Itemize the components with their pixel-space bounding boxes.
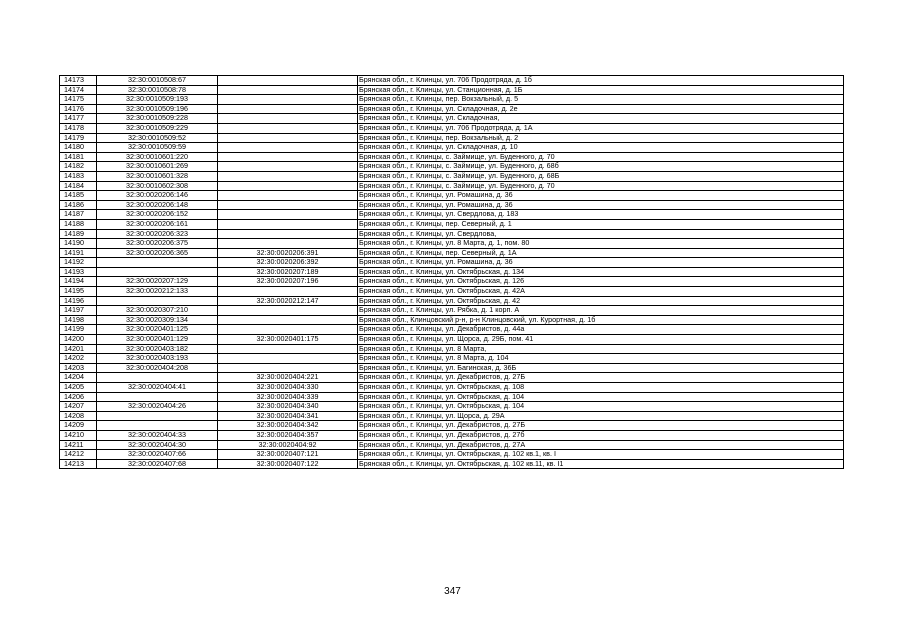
row-number-cell: 14208 — [60, 411, 97, 421]
address-cell: Брянская обл., г. Клинцы, пер. Северный, д. 1А — [358, 248, 844, 258]
related-cadastral-number-cell: 32:30:0020407:122 — [218, 459, 358, 469]
row-number-cell: 14204 — [60, 373, 97, 383]
address-cell: Брянская обл., г. Клинцы, с. Займище, ул. Буденного, д. 68Б — [358, 171, 844, 181]
row-number-cell: 14177 — [60, 114, 97, 124]
cadastral-number-cell: 32:30:0020206:365 — [97, 248, 218, 258]
row-number-cell: 14211 — [60, 440, 97, 450]
table-row — [60, 373, 844, 383]
table-row — [60, 402, 844, 412]
address-cell: Брянская обл., г. Клинцы, с. Займище, ул. Буденного, д. 70 — [358, 181, 844, 191]
cadastral-number-cell: 32:30:0010509:52 — [97, 133, 218, 143]
related-cadastral-number-cell: 32:30:0020206:392 — [218, 258, 358, 268]
cadastral-number-cell: 32:30:0020206:152 — [97, 210, 218, 220]
records-table-body — [60, 76, 844, 469]
row-number-cell: 14186 — [60, 200, 97, 210]
table-row — [60, 229, 844, 239]
row-number-cell: 14212 — [60, 450, 97, 460]
row-number-cell: 14190 — [60, 239, 97, 249]
cadastral-number-cell: 32:30:0020309:134 — [97, 315, 218, 325]
related-cadastral-number-cell: 32:30:0020404:221 — [218, 373, 358, 383]
related-cadastral-number-cell — [218, 363, 358, 373]
cadastral-number-cell — [97, 411, 218, 421]
table-row — [60, 76, 844, 86]
row-number-cell: 14180 — [60, 143, 97, 153]
table-row — [60, 354, 844, 364]
cadastral-number-cell: 32:30:0020404:41 — [97, 383, 218, 393]
row-number-cell: 14210 — [60, 430, 97, 440]
address-cell: Брянская обл., г. Клинцы, ул. Ромашина, д. 36 — [358, 258, 844, 268]
cadastral-number-cell: 32:30:0020206:323 — [97, 229, 218, 239]
address-cell: Брянская обл., г. Клинцы, ул. Декабристов, д. 27Б — [358, 421, 844, 431]
related-cadastral-number-cell: 32:30:0020404:330 — [218, 383, 358, 393]
table-row — [60, 171, 844, 181]
related-cadastral-number-cell: 32:30:0020207:196 — [218, 277, 358, 287]
address-cell: Брянская обл., г. Клинцы, ул. Октябрьская, д. 126 — [358, 277, 844, 287]
related-cadastral-number-cell: 32:30:0020404:340 — [218, 402, 358, 412]
table-row — [60, 440, 844, 450]
cadastral-number-cell: 32:30:0010601:220 — [97, 152, 218, 162]
row-number-cell: 14178 — [60, 123, 97, 133]
table-row — [60, 287, 844, 297]
cadastral-number-cell: 32:30:0020212:133 — [97, 287, 218, 297]
table-row — [60, 335, 844, 345]
page-number: 347 — [444, 586, 461, 597]
related-cadastral-number-cell — [218, 325, 358, 335]
address-cell: Брянская обл., г. Клинцы, ул. Октябрьская, д. 108 — [358, 383, 844, 393]
related-cadastral-number-cell: 32:30:0020404:342 — [218, 421, 358, 431]
row-number-cell: 14192 — [60, 258, 97, 268]
row-number-cell: 14188 — [60, 219, 97, 229]
address-cell: Брянская обл., г. Клинцы, ул. 8 Марта, — [358, 344, 844, 354]
address-cell: Брянская обл., г. Клинцы, пер. Вокзальный, д. 2 — [358, 133, 844, 143]
row-number-cell: 14201 — [60, 344, 97, 354]
table-row — [60, 239, 844, 249]
table-row — [60, 267, 844, 277]
cadastral-number-cell: 32:30:0020407:68 — [97, 459, 218, 469]
related-cadastral-number-cell — [218, 315, 358, 325]
row-number-cell: 14213 — [60, 459, 97, 469]
row-number-cell: 14197 — [60, 306, 97, 316]
row-number-cell: 14181 — [60, 152, 97, 162]
table-row — [60, 210, 844, 220]
related-cadastral-number-cell — [218, 181, 358, 191]
table-row — [60, 411, 844, 421]
row-number-cell: 14195 — [60, 287, 97, 297]
row-number-cell: 14202 — [60, 354, 97, 364]
table-row — [60, 200, 844, 210]
related-cadastral-number-cell: 32:30:0020212:147 — [218, 296, 358, 306]
row-number-cell: 14203 — [60, 363, 97, 373]
address-cell: Брянская обл., г. Клинцы, ул. Октябрьская, д. 104 — [358, 402, 844, 412]
address-cell: Брянская обл., г. Клинцы, ул. 8 Марта, д. 1, пом. 80 — [358, 239, 844, 249]
cadastral-number-cell: 32:30:0020206:161 — [97, 219, 218, 229]
address-cell: Брянская обл., Клинцовский р-н, р-н Клинцовский, ул. Курортная, д. 1б — [358, 315, 844, 325]
related-cadastral-number-cell — [218, 200, 358, 210]
related-cadastral-number-cell — [218, 123, 358, 133]
table-row — [60, 392, 844, 402]
row-number-cell: 14182 — [60, 162, 97, 172]
table-row — [60, 181, 844, 191]
row-number-cell: 14184 — [60, 181, 97, 191]
address-cell: Брянская обл., г. Клинцы, ул. Декабристов, д. 27Б — [358, 373, 844, 383]
address-cell: Брянская обл., г. Клинцы, ул. Щорса, д. 29Б, пом. 41 — [358, 335, 844, 345]
related-cadastral-number-cell — [218, 191, 358, 201]
cadastral-number-cell: 32:30:0010509:59 — [97, 143, 218, 153]
related-cadastral-number-cell — [218, 287, 358, 297]
address-cell: Брянская обл., г. Клинцы, ул. Октябрьская, д. 102 кв.1, кв. I — [358, 450, 844, 460]
table-row — [60, 325, 844, 335]
cadastral-number-cell: 32:30:0020404:26 — [97, 402, 218, 412]
cadastral-number-cell: 32:30:0010601:269 — [97, 162, 218, 172]
table-row — [60, 363, 844, 373]
address-cell: Брянская обл., г. Клинцы, ул. 8 Марта, д. 104 — [358, 354, 844, 364]
row-number-cell: 14207 — [60, 402, 97, 412]
table-row — [60, 85, 844, 95]
table-row — [60, 95, 844, 105]
related-cadastral-number-cell — [218, 133, 358, 143]
table-row — [60, 383, 844, 393]
table-row — [60, 104, 844, 114]
table-row — [60, 143, 844, 153]
row-number-cell: 14174 — [60, 85, 97, 95]
address-cell: Брянская обл., г. Клинцы, ул. Октябрьская, д. 42 — [358, 296, 844, 306]
related-cadastral-number-cell: 32:30:0020404:341 — [218, 411, 358, 421]
cadastral-number-cell: 32:30:0020407:66 — [97, 450, 218, 460]
cadastral-number-cell: 32:30:0010508:78 — [97, 85, 218, 95]
address-cell: Брянская обл., г. Клинцы, с. Займище, ул. Буденного, д. 68б — [358, 162, 844, 172]
cadastral-number-cell: 32:30:0020307:210 — [97, 306, 218, 316]
row-number-cell: 14191 — [60, 248, 97, 258]
address-cell: Брянская обл., г. Клинцы, ул. Октябрьская, д. 42А — [358, 287, 844, 297]
cadastral-number-cell: 32:30:0020403:182 — [97, 344, 218, 354]
row-number-cell: 14176 — [60, 104, 97, 114]
cadastral-number-cell: 32:30:0020404:33 — [97, 430, 218, 440]
related-cadastral-number-cell — [218, 95, 358, 105]
related-cadastral-number-cell — [218, 143, 358, 153]
cadastral-number-cell: 32:30:0010509:196 — [97, 104, 218, 114]
table-row — [60, 459, 844, 469]
cadastral-number-cell: 32:30:0020404:30 — [97, 440, 218, 450]
cadastral-number-cell: 32:30:0010602:308 — [97, 181, 218, 191]
row-number-cell: 14179 — [60, 133, 97, 143]
table-row — [60, 123, 844, 133]
table-row — [60, 258, 844, 268]
table-row — [60, 450, 844, 460]
related-cadastral-number-cell — [218, 219, 358, 229]
cadastral-number-cell: 32:30:0020401:125 — [97, 325, 218, 335]
address-cell: Брянская обл., г. Клинцы, пер. Северный, д. 1 — [358, 219, 844, 229]
address-cell: Брянская обл., г. Клинцы, ул. Ромашина, д. 36 — [358, 200, 844, 210]
address-cell: Брянская обл., г. Клинцы, ул. Октябрьская, д. 134 — [358, 267, 844, 277]
cadastral-number-cell: 32:30:0010601:328 — [97, 171, 218, 181]
table-row — [60, 296, 844, 306]
records-table — [59, 75, 844, 469]
table-row — [60, 219, 844, 229]
table-row — [60, 306, 844, 316]
address-cell: Брянская обл., г. Клинцы, ул. Декабристов, д. 27б — [358, 430, 844, 440]
related-cadastral-number-cell: 32:30:0020407:121 — [218, 450, 358, 460]
related-cadastral-number-cell — [218, 114, 358, 124]
row-number-cell: 14173 — [60, 76, 97, 86]
cadastral-number-cell: 32:30:0010509:193 — [97, 95, 218, 105]
related-cadastral-number-cell: 32:30:0020206:391 — [218, 248, 358, 258]
table-row — [60, 277, 844, 287]
address-cell: Брянская обл., г. Клинцы, ул. Октябрьская, д. 102 кв.11, кв. I1 — [358, 459, 844, 469]
address-cell: Брянская обл., г. Клинцы, ул. Декабристов, д. 44а — [358, 325, 844, 335]
table-row — [60, 248, 844, 258]
cadastral-number-cell: 32:30:0020401:129 — [97, 335, 218, 345]
cadastral-number-cell: 32:30:0010508:67 — [97, 76, 218, 86]
address-cell: Брянская обл., г. Клинцы, ул. 706 Продотряда, д. 1А — [358, 123, 844, 133]
row-number-cell: 14209 — [60, 421, 97, 431]
related-cadastral-number-cell: 32:30:0020404:357 — [218, 430, 358, 440]
cadastral-number-cell: 32:30:0020206:148 — [97, 200, 218, 210]
related-cadastral-number-cell: 32:30:0020207:189 — [218, 267, 358, 277]
related-cadastral-number-cell — [218, 210, 358, 220]
row-number-cell: 14199 — [60, 325, 97, 335]
row-number-cell: 14183 — [60, 171, 97, 181]
row-number-cell: 14193 — [60, 267, 97, 277]
address-cell: Брянская обл., г. Клинцы, ул. Складочная, д. 10 — [358, 143, 844, 153]
related-cadastral-number-cell — [218, 171, 358, 181]
table-row — [60, 421, 844, 431]
table-row — [60, 344, 844, 354]
address-cell: Брянская обл., г. Клинцы, с. Займище, ул. Буденного, д. 70 — [358, 152, 844, 162]
related-cadastral-number-cell — [218, 239, 358, 249]
address-cell: Брянская обл., г. Клинцы, ул. Багинская, д. 36Б — [358, 363, 844, 373]
cadastral-number-cell: 32:30:0020404:208 — [97, 363, 218, 373]
cadastral-number-cell — [97, 421, 218, 431]
row-number-cell: 14206 — [60, 392, 97, 402]
related-cadastral-number-cell — [218, 162, 358, 172]
cadastral-number-cell: 32:30:0010509:229 — [97, 123, 218, 133]
cadastral-number-cell — [97, 392, 218, 402]
table-row — [60, 133, 844, 143]
address-cell: Брянская обл., г. Клинцы, ул. 706 Продотряда, д. 1б — [358, 76, 844, 86]
related-cadastral-number-cell: 32:30:0020401:175 — [218, 335, 358, 345]
row-number-cell: 14185 — [60, 191, 97, 201]
table-row — [60, 114, 844, 124]
related-cadastral-number-cell — [218, 354, 358, 364]
table-row — [60, 315, 844, 325]
related-cadastral-number-cell: 32:30:0020404:339 — [218, 392, 358, 402]
cadastral-number-cell — [97, 267, 218, 277]
address-cell: Брянская обл., г. Клинцы, ул. Свердлова, д. 183 — [358, 210, 844, 220]
cadastral-number-cell — [97, 258, 218, 268]
table-row — [60, 191, 844, 201]
address-cell: Брянская обл., г. Клинцы, ул. Щорса, д. 29А — [358, 411, 844, 421]
cadastral-number-cell: 32:30:0020206:146 — [97, 191, 218, 201]
row-number-cell: 14187 — [60, 210, 97, 220]
address-cell: Брянская обл., г. Клинцы, ул. Октябрьская, д. 104 — [358, 392, 844, 402]
address-cell: Брянская обл., г. Клинцы, ул. Свердлова, — [358, 229, 844, 239]
row-number-cell: 14175 — [60, 95, 97, 105]
related-cadastral-number-cell — [218, 104, 358, 114]
address-cell: Брянская обл., г. Клинцы, ул. Рябка, д. 1 корп. А — [358, 306, 844, 316]
related-cadastral-number-cell — [218, 306, 358, 316]
related-cadastral-number-cell — [218, 229, 358, 239]
row-number-cell: 14196 — [60, 296, 97, 306]
table-row — [60, 162, 844, 172]
address-cell: Брянская обл., г. Клинцы, ул. Ромашина, д. 36 — [358, 191, 844, 201]
related-cadastral-number-cell — [218, 152, 358, 162]
related-cadastral-number-cell — [218, 85, 358, 95]
related-cadastral-number-cell: 32:30:0020404:92 — [218, 440, 358, 450]
address-cell: Брянская обл., г. Клинцы, пер. Вокзальный, д. 5 — [358, 95, 844, 105]
table-row — [60, 430, 844, 440]
cadastral-number-cell: 32:30:0020206:375 — [97, 239, 218, 249]
address-cell: Брянская обл., г. Клинцы, ул. Станционная, д. 1Б — [358, 85, 844, 95]
row-number-cell: 14205 — [60, 383, 97, 393]
address-cell: Брянская обл., г. Клинцы, ул. Складочная, — [358, 114, 844, 124]
row-number-cell: 14200 — [60, 335, 97, 345]
cadastral-number-cell: 32:30:0020403:193 — [97, 354, 218, 364]
cadastral-number-cell: 32:30:0010509:228 — [97, 114, 218, 124]
related-cadastral-number-cell — [218, 76, 358, 86]
cadastral-number-cell — [97, 373, 218, 383]
address-cell: Брянская обл., г. Клинцы, ул. Складочная, д. 2е — [358, 104, 844, 114]
table-row — [60, 152, 844, 162]
row-number-cell: 14198 — [60, 315, 97, 325]
row-number-cell: 14194 — [60, 277, 97, 287]
cadastral-number-cell — [97, 296, 218, 306]
row-number-cell: 14189 — [60, 229, 97, 239]
cadastral-number-cell: 32:30:0020207:129 — [97, 277, 218, 287]
address-cell: Брянская обл., г. Клинцы, ул. Декабристов, д. 27А — [358, 440, 844, 450]
related-cadastral-number-cell — [218, 344, 358, 354]
